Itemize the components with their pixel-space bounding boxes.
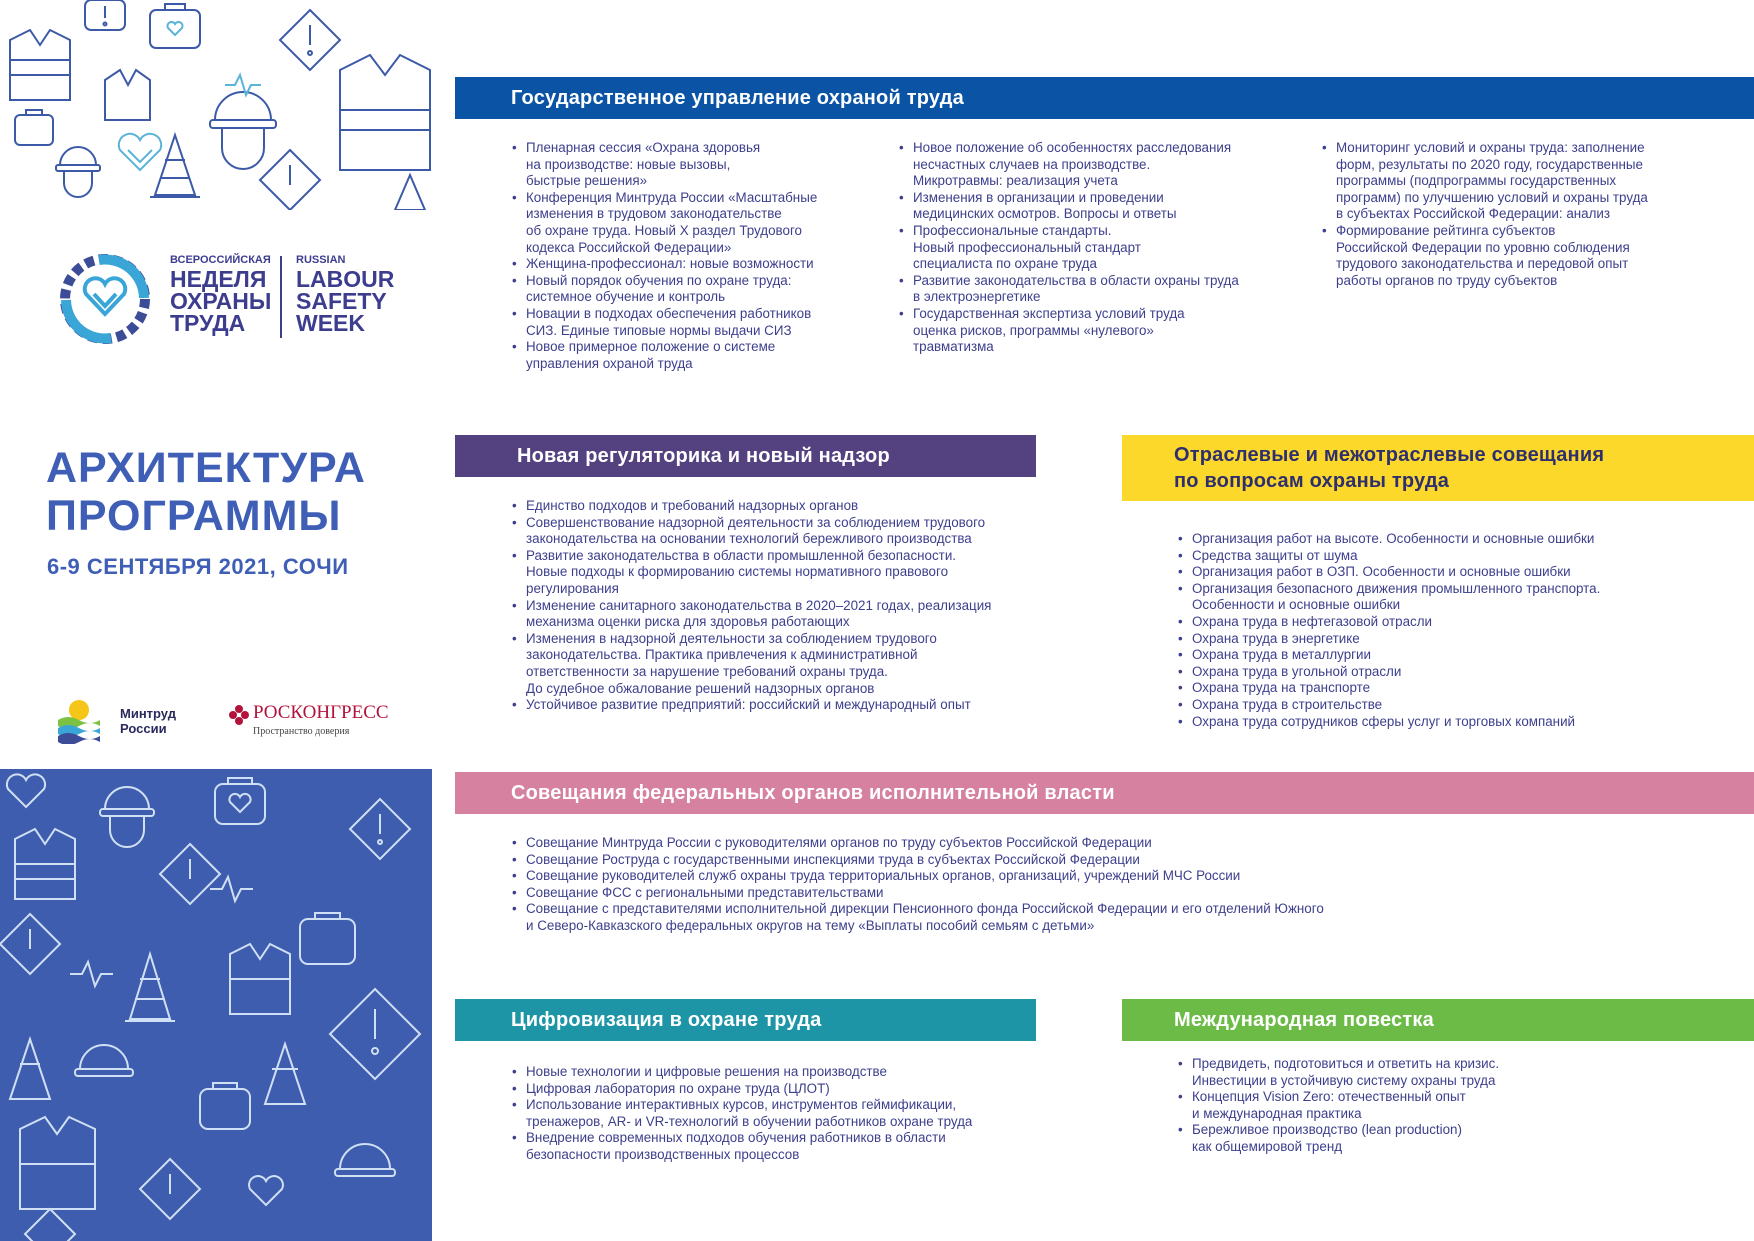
list-item: • Устойчивое развитие предприятий: российский и международный опыт <box>526 697 1066 714</box>
heartbeat-icon <box>70 962 113 986</box>
vest-icon <box>10 30 70 100</box>
section-title-gov: Государственное управление охраной труда <box>511 86 964 109</box>
list-item: • Совещание руководителей служб охраны труда территориальных органов, организаций, учреждений МЧС России <box>526 868 1754 885</box>
helmet-icon <box>100 787 154 847</box>
gov-list-col1 <box>510 140 906 372</box>
section-header-international <box>1122 999 1754 1041</box>
logo-divider <box>280 256 282 338</box>
helmet-icon <box>56 147 100 197</box>
list-item: • Единство подходов и требований надзорных органов <box>526 498 1066 515</box>
warning-sign-icon <box>25 1209 75 1241</box>
list-item: • Средства защиты от шума <box>1192 548 1754 565</box>
logo-en-line1: LABOUR <box>296 266 395 292</box>
warning-sign-icon <box>85 0 125 30</box>
warning-sign-icon <box>330 989 420 1079</box>
medkit-icon <box>215 778 265 824</box>
heart-icon <box>249 1176 283 1205</box>
warning-sign-icon <box>280 10 340 70</box>
list-item: • Предвидеть, подготовиться и ответить на кризис. Инвестиции в устойчивую систему охраны труда <box>1192 1056 1752 1089</box>
logo-en-line2: SAFETY <box>296 288 387 314</box>
section-title-digital: Цифровизация в охране труда <box>511 1008 822 1031</box>
helmet-icon <box>210 92 276 169</box>
medkit-icon <box>15 110 53 145</box>
list-item: • Охрана труда на транспорте <box>1192 680 1754 697</box>
section-header-regulatory <box>455 435 1036 477</box>
list-item: • Конференция Минтруда России «Масштабные изменения в трудовом законодательстве об охране труда. Новый Х раздел Трудового кодекса Российской Федерации» <box>526 190 906 256</box>
medkit-icon <box>300 913 355 964</box>
heartbeat-icon <box>210 877 253 901</box>
page-title <box>46 444 366 540</box>
cone-icon <box>265 1044 305 1104</box>
list-item: • Формирование рейтинга субъектов Российской Федерации по уровню соблюдения трудового законодательства и передовой опыт работы органов по труду субъектов <box>1336 223 1754 289</box>
list-item: • Охрана труда в энергетике <box>1192 631 1754 648</box>
list-item: • Новое примерное положение о системе управления охраной труда <box>526 339 906 372</box>
section-header-digital <box>455 999 1036 1041</box>
cone-icon <box>125 954 175 1021</box>
logo-en-line3: WEEK <box>296 310 365 336</box>
regulatory-list <box>510 498 1066 714</box>
industry-list <box>1176 531 1754 730</box>
warning-sign-icon <box>350 799 410 859</box>
section-header-federal <box>455 772 1754 814</box>
page-title-line1: АРХИТЕКТУРА <box>46 444 366 492</box>
mintrud-emblem-icon <box>58 696 100 744</box>
medkit-icon <box>150 4 200 48</box>
section-title-industry-line2: по вопросам охраны труда <box>1174 470 1450 492</box>
warning-sign-icon <box>140 1159 200 1219</box>
list-item: • Цифровая лаборатория по охране труда (ЦЛОТ) <box>526 1081 1066 1098</box>
heart-icon <box>7 774 45 807</box>
section-title-international: Международная повестка <box>1174 1008 1434 1031</box>
list-item: • Совершенствование надзорной деятельности за соблюдением трудового законодательства на основании технологий бережливого производства <box>526 515 1066 548</box>
list-item: • Охрана труда в строительстве <box>1192 697 1754 714</box>
gov-list-col2 <box>897 140 1313 356</box>
helmet-icon <box>335 1144 395 1176</box>
list-item: • Новый порядок обучения по охране труда: системное обучение и контроль <box>526 273 906 306</box>
warning-sign-icon <box>160 844 220 904</box>
gear-heart-logo-icon <box>56 250 154 348</box>
international-list <box>1176 1056 1752 1156</box>
list-item: • Новые технологии и цифровые решения на производстве <box>526 1064 1066 1081</box>
section-title-regulatory: Новая регуляторика и новый надзор <box>517 444 890 467</box>
list-item: • Использование интерактивных курсов, инструментов геймификации, тренажеров, AR- и VR-технологий в обучении работников охране труда <box>526 1097 1066 1130</box>
list-item: • Организация работ на высоте. Особенности и основные ошибки <box>1192 531 1754 548</box>
list-item: • Охрана труда в нефтегазовой отрасли <box>1192 614 1754 631</box>
list-item: • Совещание с представителями исполнительной дирекции Пенсионного фонда Российской Федерации и его отделений Южного и Северо-Кавказского федеральных округов на тему «Выплаты пособий семьям с детьми» <box>526 901 1754 934</box>
list-item: • Охрана труда в угольной отрасли <box>1192 664 1754 681</box>
list-item: • Развитие законодательства в области промышленной безопасности. Новые подходы к формированию системы нормативного правового регулирования <box>526 548 1066 598</box>
warning-sign-icon <box>260 150 320 210</box>
list-item: • Профессиональные стандарты. Новый профессиональный стандарт специалиста по охране труда <box>913 223 1313 273</box>
list-item: • Организация безопасного движения промышленного транспорта. Особенности и основные ошибки <box>1192 581 1754 614</box>
roscongress-name: РОСКОНГРЕСС <box>253 702 389 723</box>
logo-ru-line2: ОХРАНЫ <box>170 288 272 314</box>
section-title-federal: Совещания федеральных органов исполнительной власти <box>511 781 1115 804</box>
list-item: • Охрана труда сотрудников сферы услуг и торговых компаний <box>1192 714 1754 731</box>
list-item: • Бережливое производство (lean production) как общемировой тренд <box>1192 1122 1752 1155</box>
helmet-icon <box>75 1045 133 1076</box>
logo-en-small: RUSSIAN <box>296 254 346 266</box>
list-item: • Охрана труда в металлургии <box>1192 647 1754 664</box>
logo-ru-line3: ТРУДА <box>170 310 246 336</box>
cone-icon <box>395 175 425 210</box>
list-item: • Пленарная сессия «Охрана здоровья на производстве: новые вызовы, быстрые решения» <box>526 140 906 190</box>
vest-icon <box>105 70 150 120</box>
mintrud-line1: Минтруд <box>120 706 176 721</box>
list-item: • Совещание Роструда с государственными инспекциями труда в субъектах Российской Федерации <box>526 852 1754 869</box>
vest-icon <box>15 829 75 899</box>
list-item: • Организация работ в ОЗП. Особенности и основные ошибки <box>1192 564 1754 581</box>
logo-en-title <box>296 268 394 334</box>
roscongress-emblem-icon <box>228 704 250 726</box>
logo-ru-small: ВСЕРОССИЙСКАЯ <box>170 254 271 266</box>
logo-ru-line1: НЕДЕЛЯ <box>170 266 267 292</box>
cone-icon <box>150 135 200 197</box>
list-item: • Изменения в организации и проведении медицинских осмотров. Вопросы и ответы <box>913 190 1313 223</box>
gov-list-col3 <box>1320 140 1754 289</box>
mintrud-logo <box>58 696 208 744</box>
list-item: • Концепция Vision Zero: отечественный опыт и международная практика <box>1192 1089 1752 1122</box>
list-item: • Совещание ФСС с региональными представительствами <box>526 885 1754 902</box>
federal-list <box>510 835 1754 935</box>
vest-icon <box>20 1117 95 1209</box>
list-item: • Мониторинг условий и охраны труда: заполнение форм, результаты по 2020 году, государственные программы (подпрограммы государственных программ) по улучшению условий и охраны труда в субъектах Российской Федерации: анализ <box>1336 140 1754 223</box>
list-item: • Внедрение современных подходов обучения работников в области безопасности производственных процессов <box>526 1130 1066 1163</box>
page-title-line2: ПРОГРАММЫ <box>46 492 342 540</box>
cone-icon <box>10 1039 50 1099</box>
heart-icon <box>119 134 161 170</box>
list-item: • Изменения в надзорной деятельности за соблюдением трудового законодательства. Практика привлечения к административной ответственности за нарушение требований охраны труда. До судебное обжалование решений надзорных органов <box>526 631 1066 697</box>
event-dates: 6-9 СЕНТЯБРЯ 2021, СОЧИ <box>47 554 349 579</box>
section-title-industry-line1: Отраслевые и межотраслевые совещания <box>1174 444 1605 466</box>
list-item: • Совещание Минтруда России с руководителями органов по труду субъектов Российской Федерации <box>526 835 1754 852</box>
list-item: • Женщина-профессионал: новые возможности <box>526 256 906 273</box>
warning-sign-icon <box>0 914 60 974</box>
logo-ru-title <box>170 268 271 334</box>
bottom-pattern <box>0 769 432 1241</box>
vest-icon <box>340 55 430 170</box>
top-pattern <box>0 0 432 210</box>
list-item: • Развитие законодательства в области охраны труда в электроэнергетике <box>913 273 1313 306</box>
list-item: • Изменение санитарного законодательства в 2020–2021 годах, реализация механизма оценки риска для здоровья работающих <box>526 598 1066 631</box>
section-header-industry <box>1122 435 1754 501</box>
mintrud-line2: России <box>120 721 167 736</box>
list-item: • Новое положение об особенностях расследования несчастных случаев на производстве. Микротравмы: реализация учета <box>913 140 1313 190</box>
event-logo <box>56 248 406 348</box>
section-header-gov <box>455 77 1754 119</box>
list-item: • Государственная экспертиза условий труда оценка рисков, программы «нулевого» травматизма <box>913 306 1313 356</box>
roscongress-logo <box>228 702 408 742</box>
roscongress-tagline: Пространство доверия <box>253 726 350 737</box>
list-item: • Новации в подходах обеспечения работников СИЗ. Единые типовые нормы выдачи СИЗ <box>526 306 906 339</box>
medkit-icon <box>200 1083 250 1129</box>
digital-list <box>510 1064 1066 1164</box>
vest-icon <box>230 944 290 1014</box>
